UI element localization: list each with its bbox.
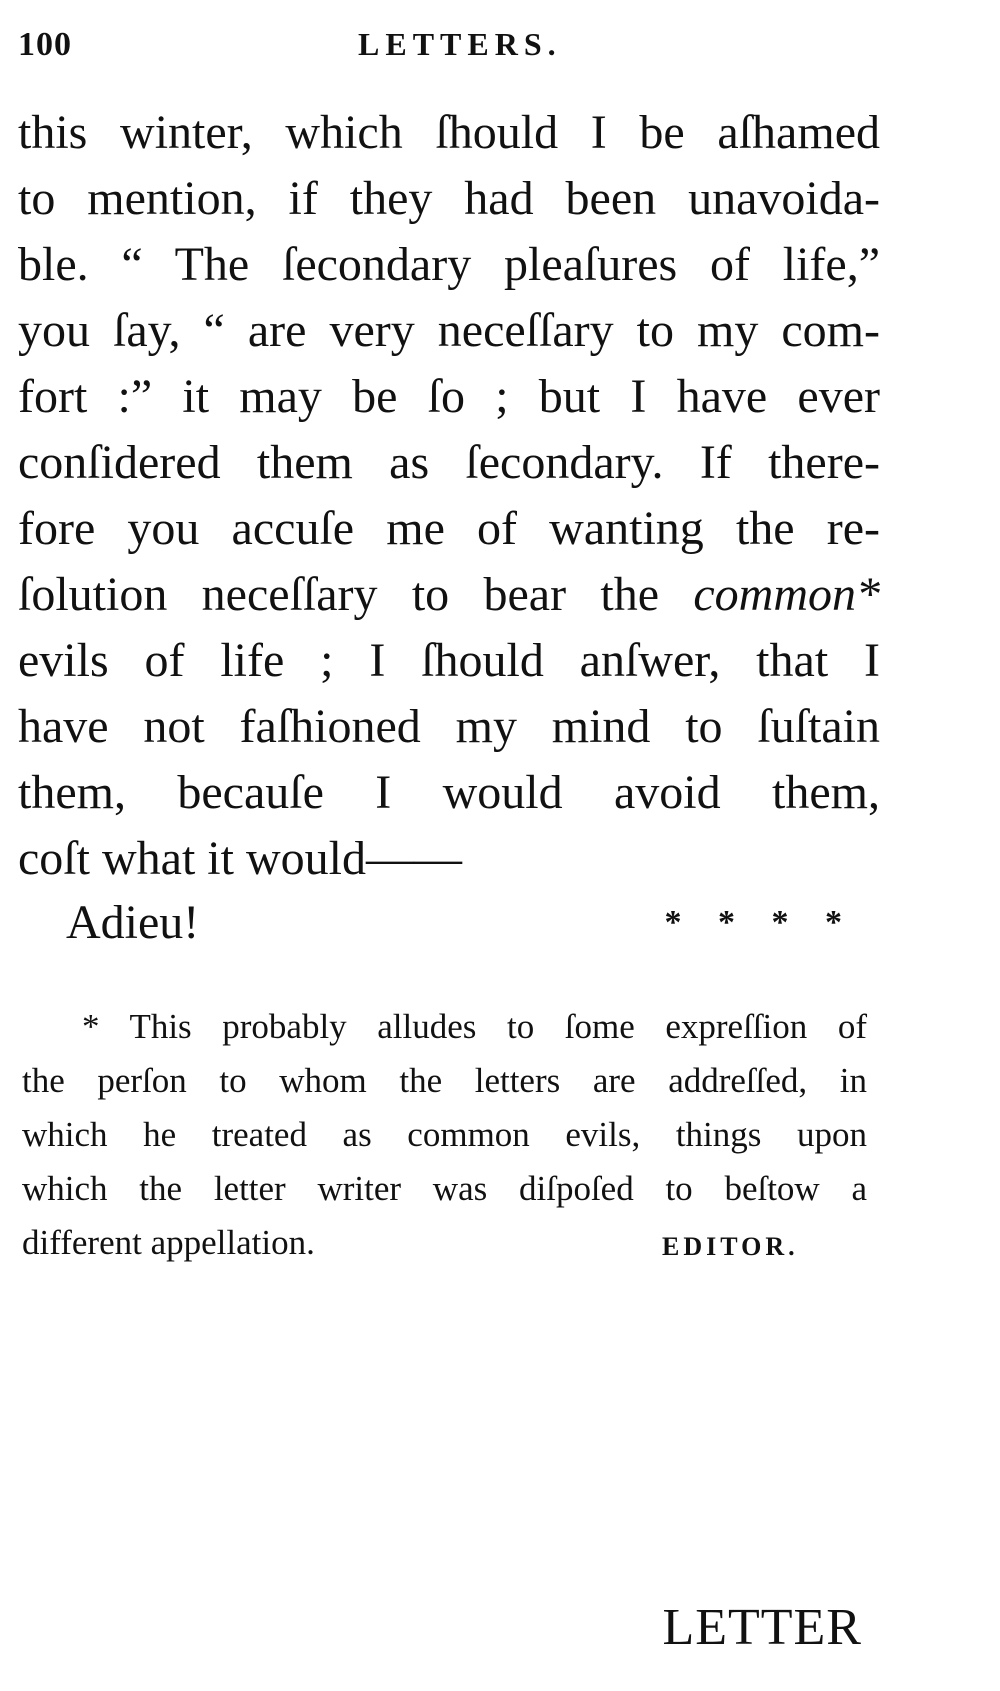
body-line-with-italic	[18, 562, 880, 628]
body-line: to mention, if they had been unavoida-	[18, 172, 880, 225]
body-line: have not faſhioned my mind to ſuſtain	[18, 700, 880, 753]
italic-word: common*	[693, 568, 880, 621]
page-number: 100	[18, 26, 72, 63]
body-line: fort :” it may be ſo ; but I have ever	[18, 370, 880, 423]
footnote-attribution: EDITOR.	[662, 1232, 799, 1261]
running-head: LETTERS.	[358, 26, 562, 62]
catchword: LETTER	[662, 1599, 862, 1656]
valediction: Adieu!	[66, 896, 200, 949]
page-header	[18, 18, 918, 78]
footnote-last-row	[22, 1216, 867, 1270]
signature-asterisks: * * * *	[664, 904, 856, 941]
footnote-line: * This probably alludes to ſome expreſſion of	[82, 1007, 867, 1046]
body-line: fore you accuſe me of wanting the re-	[18, 502, 880, 555]
body-line: coſt what it would——	[18, 832, 462, 885]
body-line: them, becauſe I would avoid them,	[18, 766, 880, 819]
body-line: evils of life ; I ſhould anſwer, that I	[18, 634, 880, 687]
footnote	[22, 1000, 867, 1270]
body-line: ble. “ The ſecondary pleaſures of life,”	[18, 238, 880, 291]
letter-closing	[66, 890, 856, 960]
body-line-text: ſolution neceſſary to bear the	[18, 568, 660, 621]
footnote-line: which the letter writer was diſpoſed to beſtow a	[22, 1169, 867, 1208]
footnote-line: which he treated as common evils, things upon	[22, 1115, 867, 1154]
body-line: this winter, which ſhould I be aſhamed	[18, 106, 880, 159]
footnote-line: different appellation.	[22, 1223, 315, 1262]
body-line: conſidered them as ſecondary. If there-	[18, 436, 880, 489]
footnote-line: the perſon to whom the letters are addreſſed, in	[22, 1061, 867, 1100]
letter-body	[18, 100, 880, 892]
body-line: you ſay, “ are very neceſſary to my com-	[18, 304, 880, 357]
